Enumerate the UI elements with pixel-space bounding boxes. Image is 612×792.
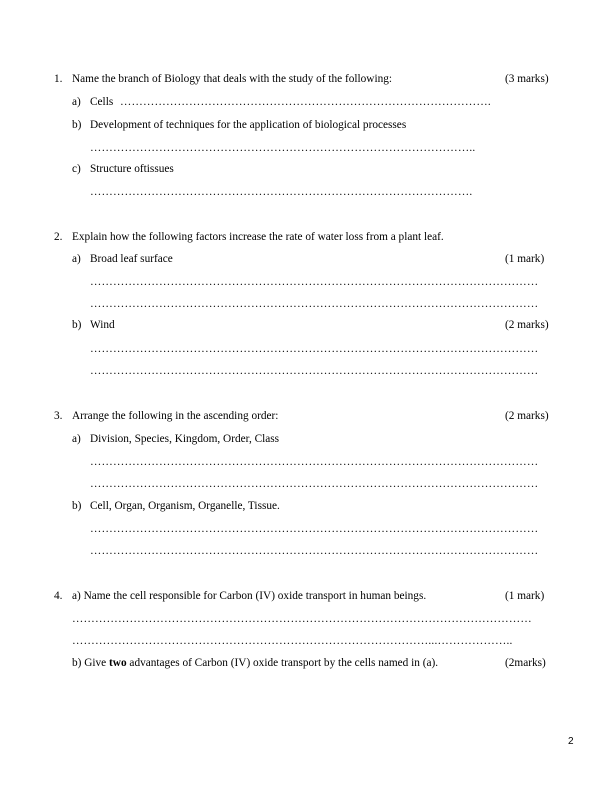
q4a-marks: (1 mark) [505, 590, 545, 602]
q3-marks: (2 marks) [505, 410, 549, 422]
q3b-answer-line-2[interactable]: ……………………………………………………………………………………………………… [90, 545, 539, 557]
q2a-answer-line-1[interactable]: ……………………………………………………………………………………………………… [90, 276, 539, 288]
q1b-text: Development of techniques for the application of biological processes [90, 119, 407, 131]
q1b-label: b) [72, 119, 82, 131]
q2b-label: b) [72, 319, 82, 331]
q4-number: 4. [54, 590, 63, 602]
q4b-marks: (2marks) [505, 657, 546, 669]
q1a-text: Cells [90, 96, 114, 108]
q2a-text: Broad leaf surface [90, 253, 173, 265]
q3a-text: Division, Species, Kingdom, Order, Class [90, 433, 280, 445]
q1b-answer-line[interactable]: ……………………………………………………………………………………….. [90, 142, 476, 154]
q1-text: Name the branch of Biology that deals with the study of the following: [72, 73, 393, 85]
q2b-marks: (2 marks) [505, 319, 549, 331]
q3-text: Arrange the following in the ascending order: [72, 410, 279, 422]
q2b-answer-line-1[interactable]: ……………………………………………………………………………………………………… [90, 343, 539, 355]
q2a-marks: (1 mark) [505, 253, 545, 265]
q1c-answer-line[interactable]: ………………………………………………………………………………………. [90, 186, 473, 198]
q4a-answer-line-2[interactable]: …………………………………………………………………………………...……………….. [72, 635, 513, 647]
q3b-answer-line-1[interactable]: ……………………………………………………………………………………………………… [90, 523, 539, 535]
q4a-text: a) Name the cell responsible for Carbon (IV) oxide transport in human beings. [72, 590, 427, 602]
q1c-text: Structure oftissues [90, 163, 174, 175]
q2b-text: Wind [90, 319, 115, 331]
q1-number: 1. [54, 73, 63, 85]
q4b-text: b) Give two advantages of Carbon (IV) oxide transport by the cells named in (a). [72, 657, 439, 669]
q3b-label: b) [72, 500, 82, 512]
q3a-answer-line-2[interactable]: ……………………………………………………………………………………………………… [90, 478, 539, 490]
q2a-answer-line-2[interactable]: ……………………………………………………………………………………………………… [90, 298, 539, 310]
q3a-answer-line-1[interactable]: ……………………………………………………………………………………………………… [90, 456, 539, 468]
page-number: 2 [568, 736, 574, 747]
q2a-label: a) [72, 253, 81, 265]
q2-text: Explain how the following factors increase the rate of water loss from a plant leaf. [72, 231, 444, 243]
q1c-label: c) [72, 163, 81, 175]
q4b-emphasis: two [109, 657, 127, 669]
q4a-answer-line-1[interactable]: ………………………………………………………………………………………………………… [72, 613, 532, 625]
q1a-label: a) [72, 96, 81, 108]
q2-number: 2. [54, 231, 63, 243]
q3a-label: a) [72, 433, 81, 445]
q1a-answer-line[interactable]: ……………………………………………………………………………………. [120, 96, 491, 108]
q3-number: 3. [54, 410, 63, 422]
q1-marks: (3 marks) [505, 73, 549, 85]
q2b-answer-line-2[interactable]: ……………………………………………………………………………………………………… [90, 365, 539, 377]
q3b-text: Cell, Organ, Organism, Organelle, Tissue. [90, 500, 280, 512]
